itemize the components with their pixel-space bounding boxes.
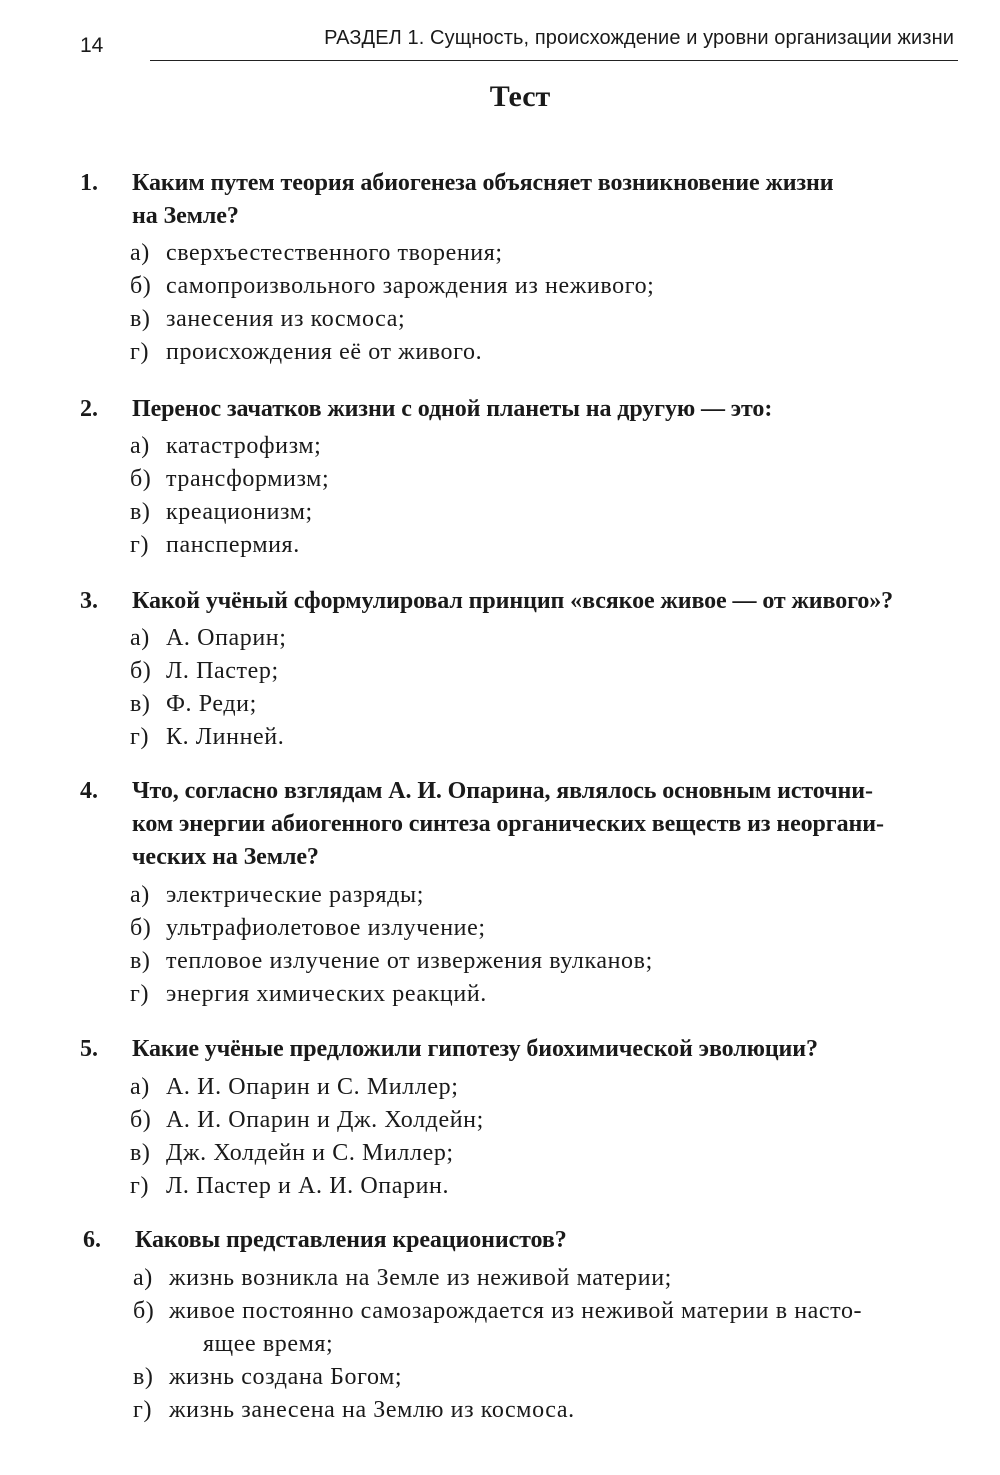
answer-text — [166, 912, 966, 945]
answer-text-line: панспермия. — [166, 532, 300, 558]
answer-option-b — [0, 1295, 1000, 1361]
answer-text — [169, 1394, 969, 1427]
question-text-line: Какой учёный сформулировал принцип «всякое живое — от живого»? — [132, 588, 894, 614]
answer-option-g — [0, 336, 1000, 369]
answer-text — [166, 688, 966, 721]
question-number: 6. — [83, 1227, 101, 1253]
answer-text — [166, 1071, 966, 1104]
answer-option-b — [0, 1104, 1000, 1137]
answer-option-a — [0, 430, 1000, 463]
question-text-line: Перенос зачатков жизни с одной планеты на другую — это: — [132, 396, 773, 422]
answer-option-g — [0, 1170, 1000, 1203]
answer-option-v — [0, 496, 1000, 529]
answer-text — [169, 1361, 969, 1394]
answer-option-a — [0, 879, 1000, 912]
answer-text-line: Дж. Холдейн и С. Миллер; — [166, 1140, 454, 1166]
answer-letter: а) — [133, 1265, 153, 1291]
question-text — [132, 167, 952, 233]
answer-option-a — [0, 1262, 1000, 1295]
answer-option-g — [0, 978, 1000, 1011]
answer-letter: б) — [130, 1107, 152, 1133]
answer-text-line: Л. Пастер; — [166, 658, 279, 684]
answer-text — [166, 270, 966, 303]
answer-text-line: трансформизм; — [166, 466, 330, 492]
answer-text-line: А. И. Опарин и С. Миллер; — [166, 1074, 459, 1100]
answer-list — [0, 237, 1000, 369]
answer-text-line: Л. Пастер и А. И. Опарин. — [166, 1173, 450, 1199]
question-number: 5. — [80, 1036, 98, 1062]
answer-letter: г) — [130, 339, 150, 365]
question-text-line: ком энергии абиогенного синтеза органических веществ из неоргани- — [132, 811, 884, 837]
answer-text — [166, 655, 966, 688]
answer-option-v — [0, 688, 1000, 721]
page-title: Тест — [489, 80, 551, 113]
answer-text-line: сверхъестественного творения; — [166, 240, 503, 266]
running-title: РАЗДЕЛ 1. Сущность, происхождение и уровни организации жизни — [324, 27, 954, 49]
answer-text — [166, 978, 966, 1011]
answer-option-v — [0, 1137, 1000, 1170]
question-text-line: на Земле? — [132, 203, 239, 229]
answer-letter: б) — [130, 273, 152, 299]
answer-text — [166, 945, 966, 978]
question-text — [135, 1224, 955, 1257]
answer-text — [166, 496, 966, 529]
answer-text — [166, 721, 966, 754]
answer-letter: а) — [130, 240, 150, 266]
question-number: 3. — [80, 588, 98, 614]
question-text — [132, 585, 952, 618]
answer-text — [166, 336, 966, 369]
answer-letter: в) — [130, 306, 151, 332]
answer-text — [169, 1295, 969, 1361]
question-text — [132, 775, 952, 874]
answer-list — [0, 1071, 1000, 1203]
answer-text-line: живое постоянно самозарождается из неживой материи в насто- — [169, 1298, 863, 1324]
answer-text-line: Ф. Реди; — [166, 691, 257, 717]
question-text — [132, 1033, 952, 1066]
answer-option-g — [0, 1394, 1000, 1427]
answer-text-line: катастрофизм; — [166, 433, 322, 459]
answer-text-line: ультрафиолетовое излучение; — [166, 915, 486, 941]
answer-letter: в) — [133, 1364, 154, 1390]
answer-option-b — [0, 912, 1000, 945]
question-number: 1. — [80, 170, 98, 196]
answer-text-line: энергия химических реакций. — [166, 981, 487, 1007]
answer-text-line: тепловое излучение от извержения вулканов; — [166, 948, 653, 974]
answer-text-line: жизнь возникла на Земле из неживой материи; — [169, 1265, 672, 1291]
answer-text-line: занесения из космоса; — [166, 306, 406, 332]
question-text-line: Какие учёные предложили гипотезу биохимической эволюции? — [132, 1036, 818, 1062]
answer-list — [0, 622, 1000, 754]
answer-letter: г) — [133, 1397, 153, 1423]
answer-option-v — [0, 945, 1000, 978]
answer-letter: в) — [130, 948, 151, 974]
answer-text — [169, 1262, 969, 1295]
question-number: 4. — [80, 778, 98, 804]
answer-letter: а) — [130, 433, 150, 459]
question-text-line: Каковы представления креационистов? — [135, 1227, 567, 1253]
answer-option-a — [0, 1071, 1000, 1104]
answer-letter: б) — [130, 915, 152, 941]
answer-list — [0, 879, 1000, 1011]
question-text-line: ческих на Земле? — [132, 844, 319, 870]
answer-option-b — [0, 655, 1000, 688]
answer-letter: г) — [130, 981, 150, 1007]
answer-text — [166, 529, 966, 562]
answer-option-a — [0, 237, 1000, 270]
answer-text — [166, 1170, 966, 1203]
answer-option-a — [0, 622, 1000, 655]
answer-text-line: происхождения её от живого. — [166, 339, 483, 365]
answer-letter: в) — [130, 1140, 151, 1166]
answer-list — [0, 430, 1000, 562]
answer-text-line: жизнь занесена на Землю из космоса. — [169, 1397, 575, 1423]
answer-text — [166, 303, 966, 336]
answer-list — [0, 1262, 1000, 1427]
answer-text — [166, 430, 966, 463]
answer-letter: г) — [130, 532, 150, 558]
question-text-line: Каким путем теория абиогенеза объясняет возникновение жизни — [132, 170, 834, 196]
answer-letter: а) — [130, 882, 150, 908]
answer-text — [166, 1137, 966, 1170]
answer-option-b — [0, 270, 1000, 303]
answer-text-line: электрические разряды; — [166, 882, 424, 908]
answer-text-line: креационизм; — [166, 499, 313, 525]
question-text-line: Что, согласно взглядам А. И. Опарина, являлось основным источни- — [132, 778, 873, 804]
question-number: 2. — [80, 396, 98, 422]
answer-text — [166, 622, 966, 655]
page-number: 14 — [80, 34, 104, 57]
answer-text-line: К. Линней. — [166, 724, 285, 750]
answer-letter: г) — [130, 1173, 150, 1199]
answer-option-v — [0, 303, 1000, 336]
answer-text-line: ящее время; — [203, 1331, 334, 1357]
answer-letter: б) — [130, 658, 152, 684]
answer-letter: в) — [130, 691, 151, 717]
answer-letter: в) — [130, 499, 151, 525]
answer-letter: а) — [130, 1074, 150, 1100]
question-text — [132, 393, 952, 426]
answer-letter: б) — [133, 1298, 155, 1324]
answer-text — [166, 1104, 966, 1137]
answer-option-g — [0, 721, 1000, 754]
answer-letter: а) — [130, 625, 150, 651]
answer-text — [166, 237, 966, 270]
answer-text — [166, 463, 966, 496]
answer-text-line: А. Опарин; — [166, 625, 287, 651]
answer-text-line: самопроизвольного зарождения из неживого; — [166, 273, 655, 299]
answer-text-line: жизнь создана Богом; — [169, 1364, 403, 1390]
answer-option-b — [0, 463, 1000, 496]
answer-option-g — [0, 529, 1000, 562]
answer-letter: г) — [130, 724, 150, 750]
answer-text — [166, 879, 966, 912]
answer-option-v — [0, 1361, 1000, 1394]
answer-letter: б) — [130, 466, 152, 492]
answer-text-line: А. И. Опарин и Дж. Холдейн; — [166, 1107, 484, 1133]
